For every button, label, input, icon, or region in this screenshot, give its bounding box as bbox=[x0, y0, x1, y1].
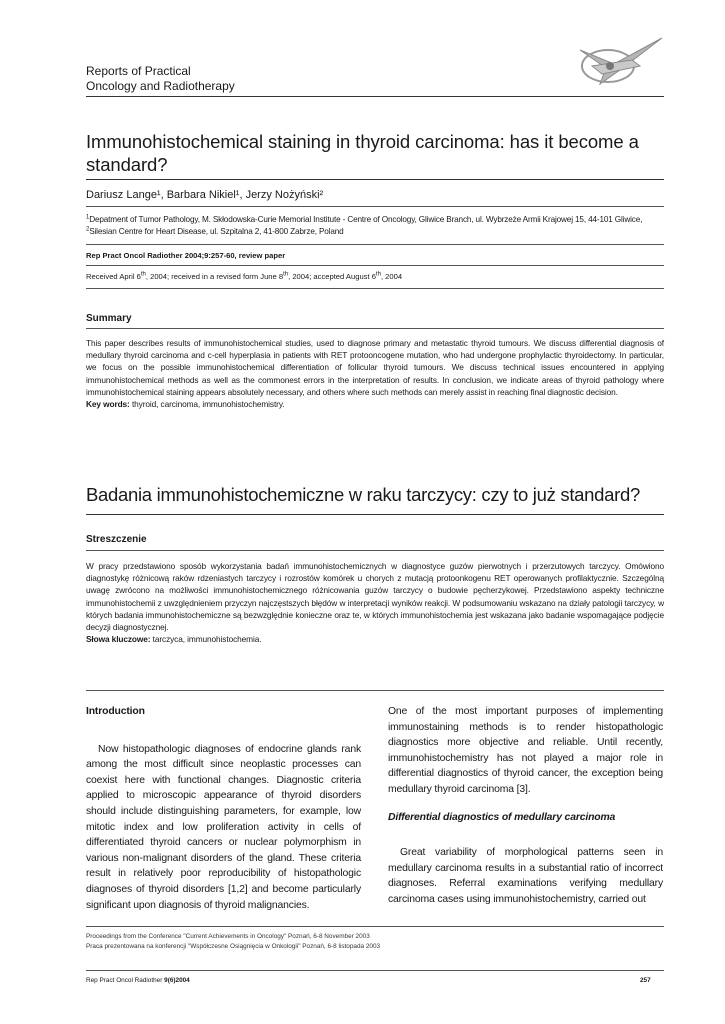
left-column bbox=[86, 704, 361, 913]
received-text-b: , 2004; received in a revised form June 8 bbox=[145, 272, 284, 281]
footnote-polish: Praca prezentowana na konferencji "Współczesne Osiągnięcia w Onkologii" Poznań, 6-8 listopada 2003 bbox=[86, 943, 381, 950]
right-paragraph-1: One of the most important purposes of implementing immunostaining methods is to render histopathologic diagnostics more objective and reliable. Until recently, immunohistochemistry has not played a major role in differential diagnostics of thyroid cancer, the exception being medullary thyroid carcinoma [3]. bbox=[388, 706, 663, 795]
journal-name bbox=[86, 64, 235, 94]
citation-rule bbox=[86, 265, 664, 266]
differential-diagnostics-heading: Differential diagnostics of medullary carcinoma bbox=[388, 811, 616, 823]
polish-title: Badania immunohistochemiczne w raku tarczycy: czy to już standard? bbox=[86, 484, 640, 505]
affil-marker-2: 2 bbox=[86, 226, 90, 233]
article-title: Immunohistochemical staining in thyroid carcinoma: has it become a standard? bbox=[86, 131, 639, 175]
summary-text bbox=[86, 337, 664, 410]
authors-rule bbox=[86, 206, 664, 207]
summary-rule bbox=[86, 328, 664, 329]
received-sup-1: th bbox=[140, 271, 146, 278]
received-text-a: Received April 6 bbox=[86, 272, 141, 281]
slowa-kluczowe: tarczyca, immunohistochemia. bbox=[150, 634, 262, 645]
slowa-kluczowe-label: Słowa kluczowe: bbox=[86, 634, 151, 645]
footer-rule bbox=[86, 970, 664, 971]
affil-rule bbox=[86, 244, 664, 245]
keywords: thyroid, carcinoma, immunohistochemistry. bbox=[129, 399, 285, 410]
affiliation-2: Silesian Centre for Heart Disease, ul. Szpitalna 2, 41-800 Zabrze, Poland bbox=[89, 227, 344, 236]
polish-title-rule bbox=[86, 514, 664, 515]
received-text-c: , 2004; accepted August 6 bbox=[288, 272, 376, 281]
citation-line: Rep Pract Oncol Radiother 2004;9:257-60, review paper bbox=[86, 251, 286, 260]
footer-journal-ref bbox=[86, 977, 190, 984]
received-dates bbox=[86, 272, 402, 281]
affiliation-1: Depatment of Tumor Pathology, M. Skłodowska-Curie Memorial Institute - Centre of Oncology, Gliwice Branch, ul. Wybrzeże Armii Krajowej 15, 44-101 Gliwice, bbox=[89, 215, 643, 224]
article-authors: Dariusz Lange¹, Barbara Nikiel¹, Jerzy Nożyński² bbox=[86, 189, 324, 201]
received-sup-2: th bbox=[283, 271, 289, 278]
introduction-heading: Introduction bbox=[86, 706, 145, 717]
journal-name-line2: Oncology and Radiotherapy bbox=[86, 79, 235, 93]
introduction-paragraph: Now histopathologic diagnoses of endocrine glands rank among the most difficult since neoplastic processes can coexist here with functional changes. Diagnostic criteria applied to microscopic appearance of thyroid disorders should include distinguishing parameters, for example, low mitotic index and low proliferation activity in cells of differentiated thyroid cancers or nuclear polymorphism in various non-malignant disorders of the gland. These criteria result in relatively poor reproducibility of histopathologic diagnoses of thyroid disorders [1,2] and become particularly significant upon diagnosis of thyroid malignancies. bbox=[86, 743, 361, 911]
affil-marker-1: 1 bbox=[86, 214, 90, 221]
right-column bbox=[388, 704, 663, 908]
streszczenie-body: W pracy przedstawiono sposób wykorzystania badań immunohistochemicznych w diagnostyce guzów pierwotnych i przerzutowych tarczycy. Omówiono diagnostykę różnicową raków rdzeniastych tarczycy i rozrostów komórek u chorych z mutacją protoonkogenu RET operowanych profilaktycznie. Szczególną uwagę zwrócono na możliwości immunohistochemicznego różnicowania guzów tarczycy o budowie pęcherzykowej. Przedstawiono aspekty techniczne immunohistochemii z uwzględnieniem przyczyn najczęstszych błędów w interpretacji wyników reakcji. W podsumowaniu wskazano na działy patologii tarczycy, w których badania immunohistochemiczne są bezwzględnie konieczne oraz te, w których immunohistochemia jest wskazana jako badanie wspomagające podjęcie decyzji diagnostycznej. bbox=[86, 561, 664, 633]
streszczenie-rule bbox=[86, 550, 664, 551]
right-paragraph-2: Great variability of morphological patterns seen in medullary carcinoma results in a substantial ratio of incorrect diagnoses. Referral examinations verifying medullary carcinoma cases using immunohistochemistry, carried out bbox=[388, 847, 663, 905]
streszczenie-text bbox=[86, 560, 664, 645]
page-number: 257 bbox=[640, 977, 651, 984]
section-rule bbox=[86, 690, 664, 691]
summary-heading: Summary bbox=[86, 313, 132, 324]
title-rule bbox=[86, 179, 664, 180]
header-rule bbox=[86, 96, 664, 97]
received-rule bbox=[86, 288, 664, 289]
journal-name-line1: Reports of Practical bbox=[86, 64, 191, 78]
streszczenie-heading: Streszczenie bbox=[86, 534, 147, 545]
keywords-label: Key words: bbox=[86, 399, 130, 410]
footnote-rule bbox=[86, 926, 664, 927]
conference-footnote bbox=[86, 932, 380, 952]
summary-body: This paper describes results of immunohistochemical studies, used to diagnose primary and metastatic thyroid tumours. We discuss differential diagnosis of medullary thyroid carcinoma and c-cell hyperplasia in patients with RET protooncogene mutation, who had undergone prophylactic thyroidectomy. In particular, we focus on the possible immunohistochemical differentiation of follicular thyroid tumours. We discuss technical issues encountered in applying immunohistochemical methods as well as the commonest errors in the interpretation of results. In conclusion, we indicate areas of thyroid pathology where immunohistochemical staining appears absolutely necessary, and others where such methods can merely assist in reaching final diagnostic decision. bbox=[86, 338, 664, 397]
footnote-english: Proceedings from the Conference "Current Achievements in Oncology" Poznań, 6-8 November 2003 bbox=[86, 933, 370, 940]
received-text-d: , 2004 bbox=[380, 272, 403, 281]
footer-journal-issue: 9(6)2004 bbox=[164, 977, 190, 984]
footer-journal-name: Rep Pract Oncol Radiother bbox=[86, 977, 165, 984]
author-affiliations bbox=[86, 214, 666, 238]
received-sup-3: th bbox=[375, 271, 381, 278]
journal-logo-icon bbox=[570, 36, 666, 92]
